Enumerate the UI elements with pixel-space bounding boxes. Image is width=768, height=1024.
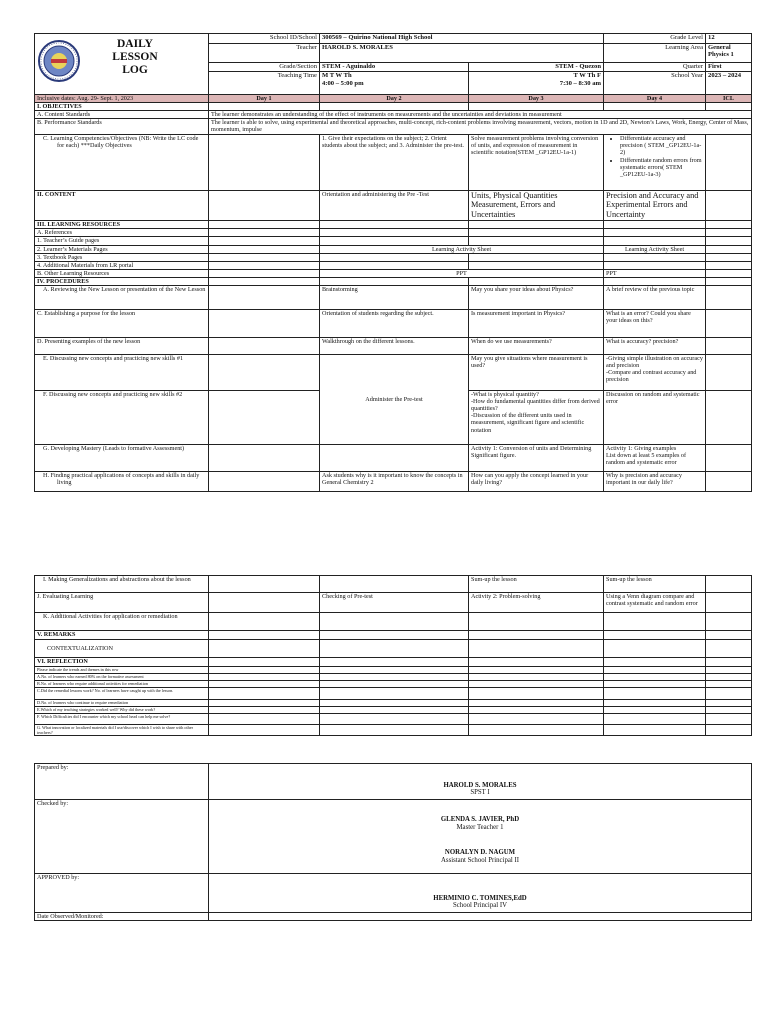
procedure-f-day3-line: -How do fundamental quantities differ from derived quantities?: [471, 398, 600, 413]
school-year-label: School Year: [604, 72, 706, 95]
school-value: 300569 – Quirino National High School: [320, 34, 604, 44]
checked-by-signature: [209, 800, 752, 874]
title-line-lesson: LESSON: [112, 51, 158, 63]
reflection-c: C.Did the remedial lessons work? No. of learners have caught up with the lesson.: [35, 688, 209, 700]
reflection-heading: VI. REFLECTION: [35, 658, 209, 667]
procedure-a-day3: May you share your ideas about Physics?: [469, 286, 604, 310]
procedure-k-label: K. Additional Activities for application or remediation: [35, 613, 209, 631]
teacher-label: Teacher: [209, 43, 320, 62]
procedure-h-label: H. Finding practical applications of concepts and skills in daily living: [35, 472, 209, 492]
time-slot-1: [320, 72, 469, 95]
performance-standards-text: The learner is able to solve, using experimental and theoretical approaches, multi-concept, rich-content problems involving measurement, vectors, motion in 1D and 2D, Newton’s Laws, Work, Energy, Center of Mass, momentum, impulse: [209, 119, 752, 135]
procedure-d-day3: When do we use measurements?: [469, 338, 604, 355]
procedure-f-day3-line: -What is physical quantity?: [471, 391, 539, 399]
procedure-j-day2: Checking of Pre-test: [320, 593, 469, 613]
icl-header: ICL: [706, 95, 752, 103]
checked-by-name-1: GLENDA S. JAVIER, PhD: [440, 816, 520, 823]
reflection-a: A.No. of learners who earned 80% on the formative assessment: [35, 674, 209, 681]
learning-area-value: General Physics 1: [706, 43, 752, 62]
competencies-day3: Solve measurement problems involving conversion of units, and expression of measurement in scientific notation(STEM _GP12EU-1a-1): [469, 135, 604, 191]
competency-day4-item: • Differentiate accuracy and precision ( STEM _GP12EU-1a-2): [620, 135, 703, 156]
competency-day4-item: • Differentiate random errors from systematic errors( STEM _GP12EU-1a-3): [620, 157, 703, 178]
time-slot-2: [469, 72, 604, 95]
header-logo-cell: [35, 34, 209, 95]
performance-standards-label: B. Performance Standards: [35, 119, 209, 135]
references-label: A. References: [35, 229, 209, 237]
learners-materials-label: 2. Learner’s Materials Pages: [35, 245, 209, 253]
checked-by-title-2: Assistant School Principal II: [441, 856, 519, 864]
procedure-e-day4-line: -Giving simple illustration on accuracy and precision: [606, 355, 703, 370]
additional-materials-label: 4. Additional Materials from LR portal: [35, 261, 209, 269]
procedure-d-label: D. Presenting examples of the new lesson: [35, 338, 209, 355]
other-resources-day4: PPT: [604, 269, 706, 277]
reflection-b: B.No. of learners who require additional activities for remediation: [35, 681, 209, 688]
procedure-g-day4-line: Activity 1: Giving examples: [606, 445, 677, 453]
procedure-c-day4: What is an error? Could you share your ideas on this?: [604, 310, 706, 338]
time1-hours: 4:00 – 5:00 pm: [322, 79, 364, 87]
procedure-a-day2: Brainstorming: [320, 286, 469, 310]
content-day4: Precision and Accuracy and Experimental Errors and Uncertainty: [604, 191, 706, 221]
textbook-pages-label: 3. Textbook Pages: [35, 253, 209, 261]
checked-by-title-1: Master Teacher 1: [456, 823, 504, 831]
reflection-note: Please indicate the trends and themes in this row: [35, 667, 209, 674]
reflection-g: G. What innovation or localized materials did I use/discover which I wish to share with other teachers?: [35, 725, 209, 736]
procedure-g-day4-line: List down at least 5 examples of random and systematic error: [606, 452, 687, 467]
procedure-j-day4: Using a Venn diagram compare and contrast systematic and random error: [604, 593, 706, 613]
inclusive-dates: Inclusive dates: Aug. 29- Sept. 1, 2023: [35, 95, 209, 103]
procedure-c-day2: Orientation of students regarding the subject.: [320, 310, 469, 338]
remarks-heading: V. REMARKS: [35, 631, 209, 640]
quarter-value: First: [706, 62, 752, 72]
procedure-j-label: J. Evaluating Learning: [35, 593, 209, 613]
reflection-e: E.Which of my teaching strategies worked well? Why did these work?: [35, 707, 209, 714]
procedure-f-label: F. Discussing new concepts and practicing new skills #2: [35, 391, 209, 445]
grade-section-label: Grade/Section: [209, 62, 320, 72]
procedure-j-day3: Activity 2: Problem-solving: [469, 593, 604, 613]
approved-by-title: School Principal IV: [453, 902, 507, 910]
competencies-day2: 1. Give their expectations on the subject; 2. Orient students about the subject; and 3. Administer the pre-test.: [320, 135, 469, 191]
approved-by-signature: [209, 874, 752, 913]
reflection-d: D.No. of learners who continue to require remediation: [35, 700, 209, 707]
time1-days: M T W Th: [322, 72, 352, 80]
procedure-a-day4: A brief review of the previous topic: [604, 286, 706, 310]
procedure-e-label: E. Discussing new concepts and practicing new skills #1: [35, 355, 209, 391]
teacher-value: HAROLD S. MORALES: [320, 43, 604, 62]
grade-section-value: STEM - Aguinaldo: [320, 62, 469, 72]
procedure-h-day2: Ask students why is it important to know the concepts in General Chemistry 2: [320, 472, 469, 492]
other-resources-label: B. Other Learning Resources: [35, 269, 209, 277]
grade-level-value: 12: [706, 34, 752, 44]
day-3-header: Day 3: [469, 95, 604, 103]
teaching-time-label: Teaching Time: [209, 72, 320, 95]
procedures-heading: IV. PROCEDURES: [35, 277, 209, 285]
time2-hours: 7:30 – 8:30 am: [559, 79, 602, 87]
quarter-label: Quarter: [604, 62, 706, 72]
teachers-guide-label: 1. Teacher’s Guide pages: [35, 237, 209, 245]
procedure-a-label: A. Reviewing the New Lesson or presentation of the New Lesson: [35, 286, 209, 310]
content-standards-label: A. Content Standards: [35, 111, 209, 119]
prepared-by-signature: [209, 764, 752, 800]
time2-days: T W Th F: [573, 72, 602, 80]
procedure-f-day4: Discussion on random and systematic error: [604, 391, 706, 445]
procedure-c-label: C. Establishing a purpose for the lesson: [35, 310, 209, 338]
school-year-value: 2023 – 2024: [706, 72, 752, 95]
deped-seal-icon: [37, 39, 81, 83]
learners-materials-day4: Learning Activity Sheet: [604, 245, 706, 253]
school-label: School ID/School: [209, 34, 320, 44]
procedure-d-day4: What is accuracy? precision?: [604, 338, 706, 355]
approved-by-label: APPROVED by:: [35, 874, 209, 913]
contextualization-label: CONTEXTUALIZATION: [35, 640, 209, 658]
content-standards-text: The learner demonstrates an understanding of the effect of instruments on measurements and the uncertainties and deviations in measurement: [209, 111, 752, 119]
procedure-i-day4: Sum-up the lesson: [604, 576, 706, 593]
approved-by-name: HERMINIO C. TOMINES,EdD: [433, 894, 527, 902]
procedure-day2-pretest: Administer the Pre-test: [320, 355, 469, 445]
procedure-f-day3: [469, 391, 604, 445]
content-label: II. CONTENT: [35, 191, 209, 221]
procedure-e-day4: [604, 355, 706, 391]
reflection-f: F. Which Difficulties did I encounter which my school head can help me solve?: [35, 714, 209, 725]
objectives-heading: I. OBJECTIVES: [35, 103, 209, 111]
procedure-e-day3: May you give situations where measurement is used?: [469, 355, 604, 391]
learners-materials-day3: Learning Activity Sheet: [320, 245, 604, 253]
content-day2: Orientation and administering the Pre -Test: [320, 191, 469, 221]
procedure-e-day4-line: -Compare and contrast accuracy and precision: [606, 369, 697, 384]
content-day3: Units, Physical Quantities Measurement, Errors and Uncertainties: [469, 191, 604, 221]
procedure-c-day3: Is measurement important in Physics?: [469, 310, 604, 338]
checked-by-label: Checked by:: [35, 800, 209, 874]
procedure-g-label: G. Developing Mastery (Leads to formative Assessment): [35, 445, 209, 472]
lesson-log-table-page2: [34, 575, 752, 921]
prepared-by-label: Prepared by:: [35, 764, 209, 800]
learning-area-label: Learning Area: [604, 43, 706, 62]
other-resources-day3: PPT: [320, 269, 604, 277]
grade-level-label: Grade Level: [604, 34, 706, 44]
prepared-by-name: HAROLD S. MORALES: [443, 781, 517, 789]
lesson-log-table-page1: [34, 33, 752, 492]
procedure-h-day3: How can you apply the concept learned in your daily living?: [469, 472, 604, 492]
competencies-label: C. Learning Competencies/Objectives (NB: Write the LC code for each) ***Daily Objectives: [35, 135, 209, 191]
stem-section-2: STEM - Quezon: [469, 62, 604, 72]
title-line-daily: DAILY: [116, 38, 153, 50]
day-2-header: Day 2: [320, 95, 469, 103]
procedure-i-label: I. Making Generalizations and abstractions about the lesson: [35, 576, 209, 593]
procedure-i-day3: Sum-up the lesson: [469, 576, 604, 593]
competencies-day4: [604, 135, 706, 191]
procedure-f-day3-line: -Discussion of the different units used in measurement, significant figure and scientific notation: [471, 412, 585, 434]
prepared-by-title: SPST I: [470, 789, 490, 797]
procedure-g-day3: Activity 1: Conversion of units and Determining Significant figure.: [469, 445, 604, 472]
title-line-log: LOG: [122, 64, 148, 76]
day-1-header: Day 1: [209, 95, 320, 103]
resources-heading: III. LEARNING RESOURCES: [35, 221, 209, 229]
date-observed-label: Date Observed/Monitored:: [35, 913, 209, 921]
day-4-header: Day 4: [604, 95, 706, 103]
procedure-d-day2: Walkthrough on the different lessons.: [320, 338, 469, 355]
procedure-g-day4: [604, 445, 706, 472]
procedure-h-day4: Why is precision and accuracy important in our daily life?: [604, 472, 706, 492]
checked-by-name-2: NORALYN D. NAGUM: [444, 849, 516, 857]
